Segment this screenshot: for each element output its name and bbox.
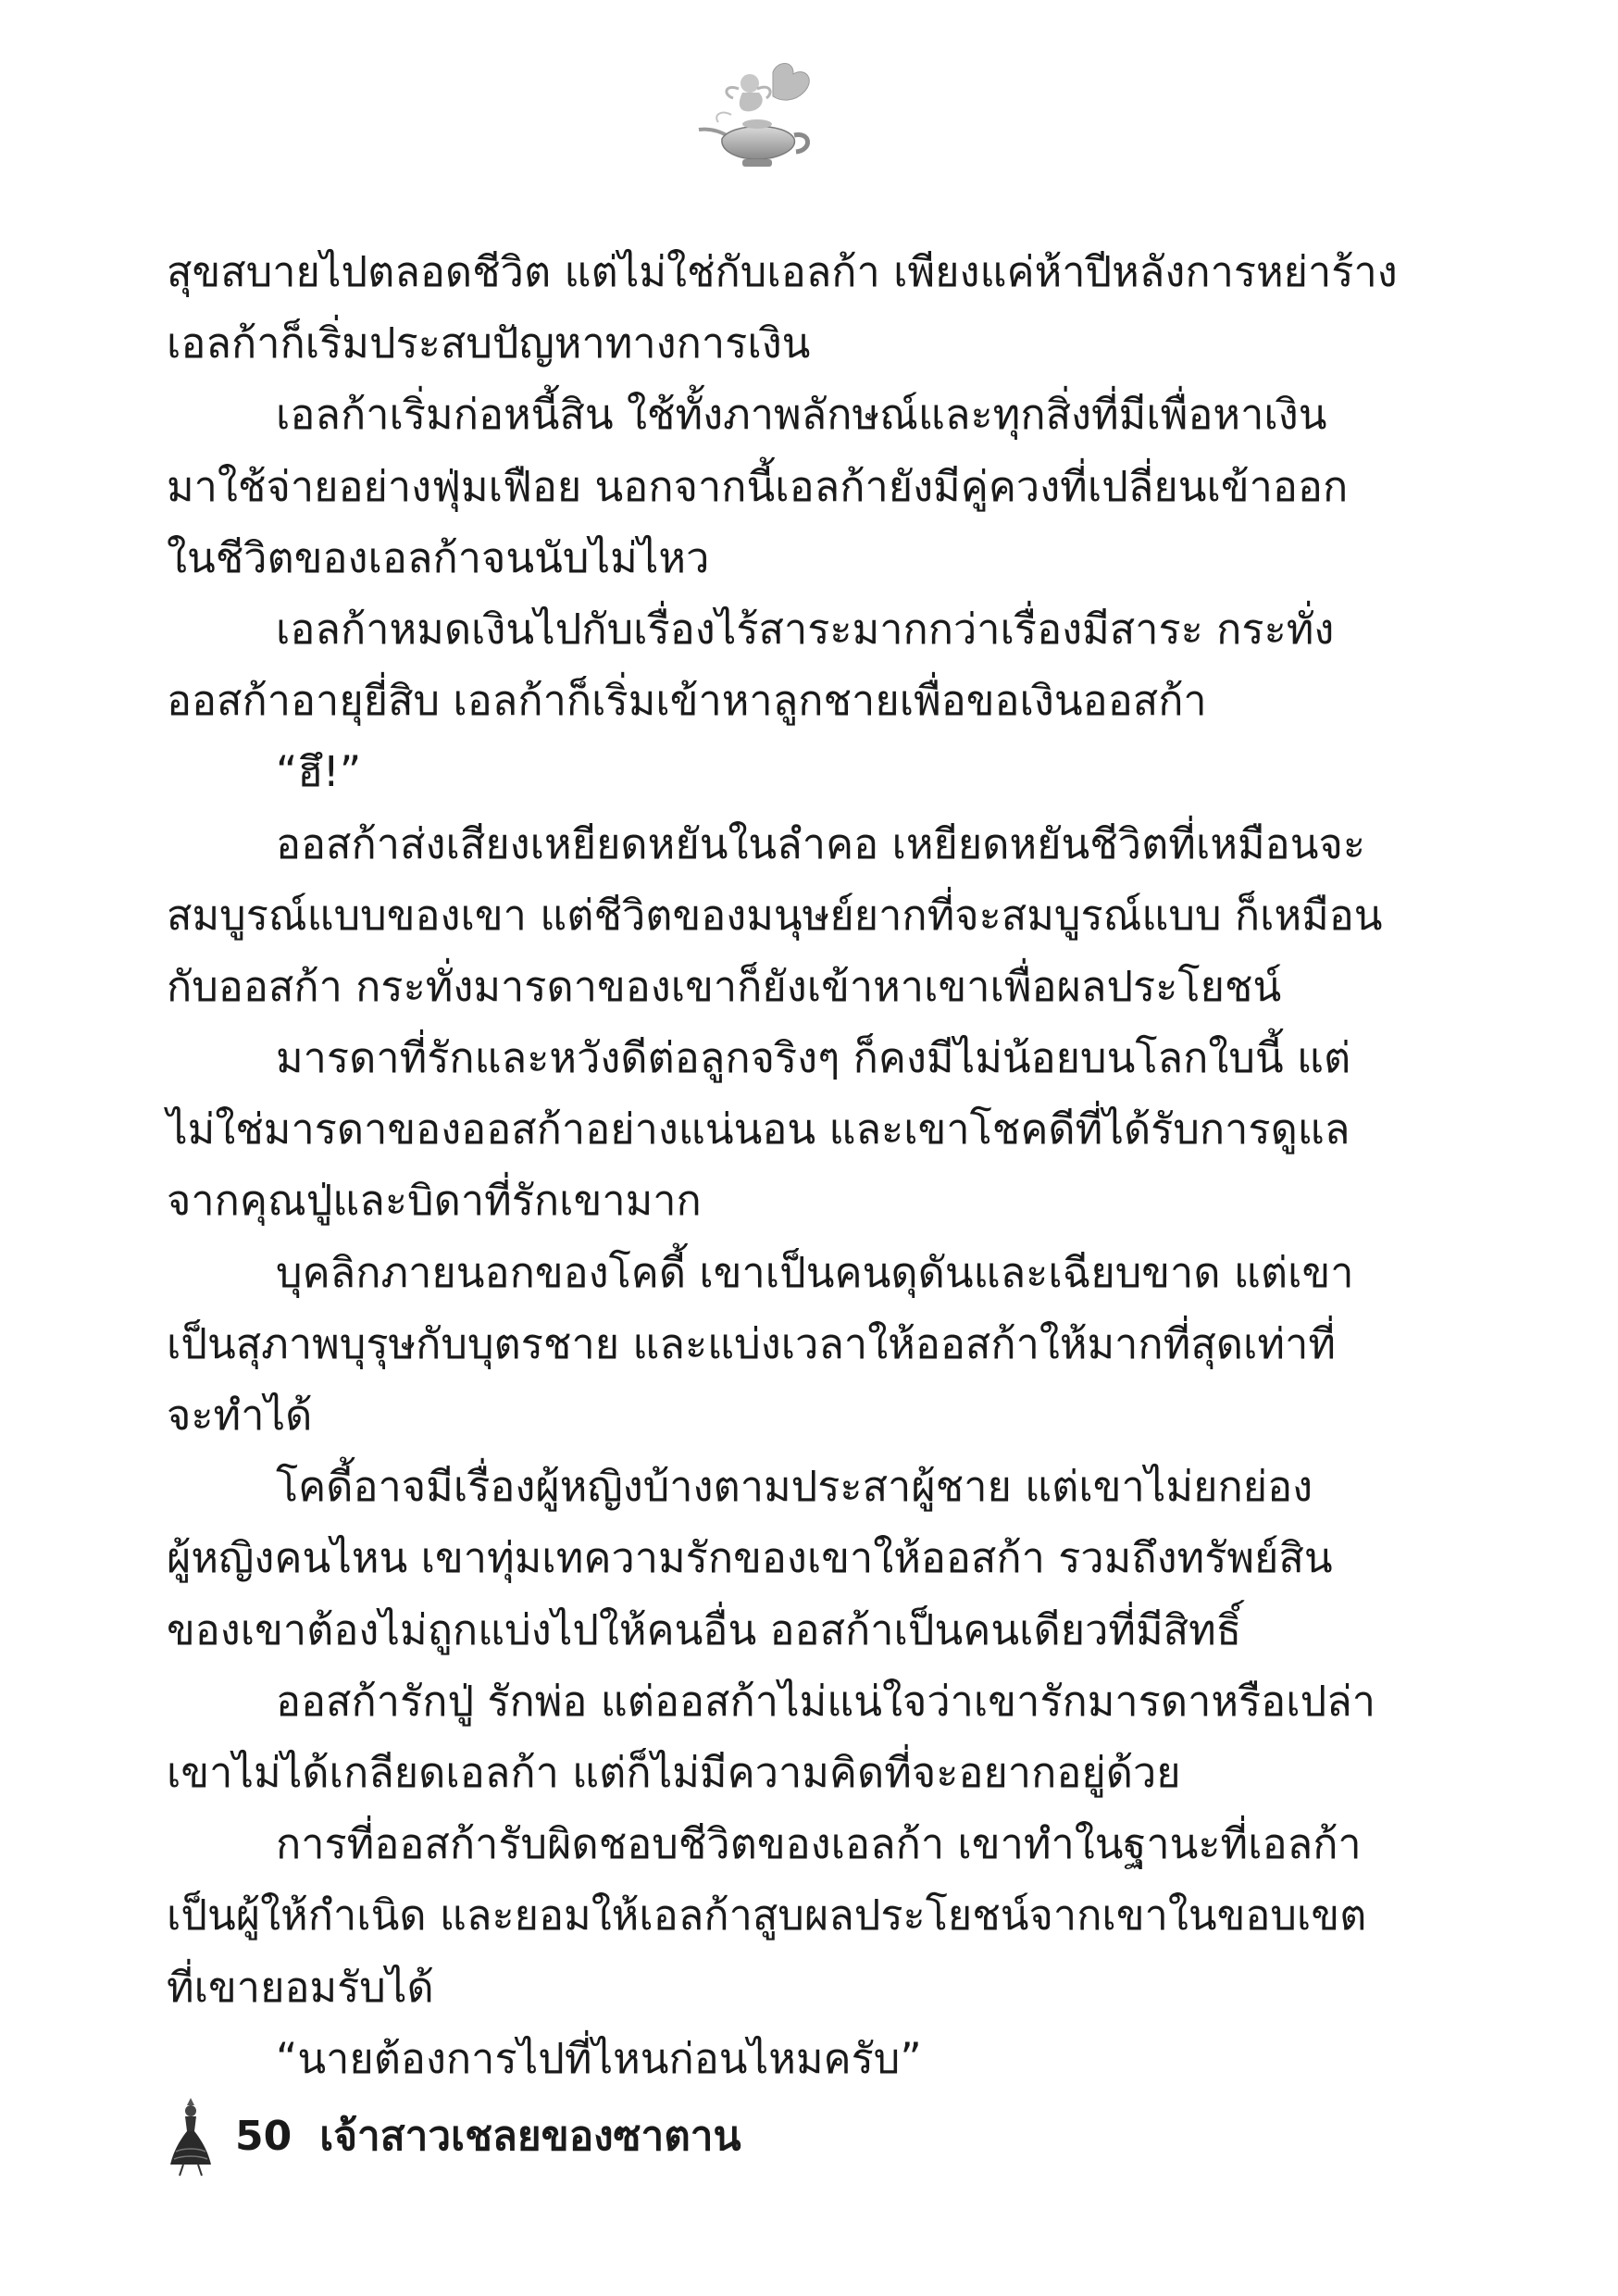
text-line: ของเขาต้องไม่ถูกแบ่งไปให้คนอื่น ออสก้าเป็นคนเดียวที่มีสิทธิ์	[167, 1604, 1242, 1654]
text-line: ที่เขายอมรับได้	[167, 1962, 434, 2012]
page-footer	[167, 2094, 741, 2177]
text-line: ไม่ใช่มารดาของออสก้าอย่างแน่นอน และเขาโชคดีที่ได้รับการดูแล	[167, 1104, 1350, 1154]
text-line: เขาไม่ได้เกลียดเอลก้า แต่ก็ไม่มีความคิดที่จะอยากอยู่ด้วย	[167, 1747, 1181, 1797]
text-line: ผู้หญิงคนไหน เขาทุ่มเทความรักของเขาให้ออสก้า รวมถึงทรัพย์สิน	[167, 1533, 1333, 1583]
text-line: มาใช้จ่ายอย่างฟุ่มเฟือย นอกจากนี้เอลก้ายังมีคู่ควงที่เปลี่ยนเข้าออก	[167, 461, 1349, 511]
magic-lamp-ornament-icon	[685, 56, 824, 176]
text-line: ออสก้ารักปู่ รักพ่อ แต่ออสก้าไม่แน่ใจว่าเขารักมารดาหรือเปล่า	[276, 1676, 1375, 1726]
text-line: ในชีวิตของเอลก้าจนนับไม่ไหว	[167, 532, 710, 582]
text-line: โคดี้อาจมีเรื่องผู้หญิงบ้างตามประสาผู้ชาย แต่เขาไม่ยกย่อง	[276, 1462, 1313, 1512]
text-line: บุคลิกภายนอกของโคดี้ เขาเป็นคนดุดันและเฉียบขาด แต่เขา	[276, 1247, 1354, 1297]
page-number: 50	[235, 2112, 292, 2160]
text-line: กับออสก้า กระทั่งมารดาของเขาก็ยังเข้าหาเขาเพื่อผลประโยชน์	[167, 961, 1282, 1011]
book-title: เจ้าสาวเชลยของซาตาน	[319, 2113, 741, 2160]
text-line: จากคุณปู่และบิดาที่รักเขามาก	[167, 1176, 702, 1226]
text-line: “ฮึ!”	[276, 747, 362, 797]
bride-dress-icon	[167, 2094, 215, 2177]
text-line: เป็นสุภาพบุรุษกับบุตรชาย และแบ่งเวลาให้ออสก้าให้มากที่สุดเท่าที่	[167, 1318, 1337, 1368]
text-line: การที่ออสก้ารับผิดชอบชีวิตของเอลก้า เขาทำในฐานะที่เอลก้า	[276, 1819, 1362, 1869]
text-line: สุขสบายไปตลอดชีวิต แต่ไม่ใช่กับเอลก้า เพียงแค่ห้าปีหลังการหย่าร้าง	[167, 247, 1398, 296]
text-line: ออสก้าอายุยี่สิบ เอลก้าก็เริ่มเข้าหาลูกชายเพื่อขอเงินออสก้า	[167, 676, 1207, 726]
text-line: เอลก้าหมดเงินไปกับเรื่องไร้สาระมากกว่าเรื่องมีสาระ กระทั่ง	[276, 604, 1335, 654]
text-line: ออสก้าส่งเสียงเหยียดหยันในลำคอ เหยียดหยันชีวิตที่เหมือนจะ	[276, 818, 1365, 868]
text-line: เอลก้าเริ่มก่อหนี้สิน ใช้ทั้งภาพลักษณ์และทุกสิ่งที่มีเพื่อหาเงิน	[276, 390, 1327, 440]
text-line: เอลก้าก็เริ่มประสบปัญหาทางการเงิน	[167, 318, 811, 368]
body-text	[167, 236, 1398, 2094]
text-line: มารดาที่รักและหวังดีต่อลูกจริงๆ ก็คงมีไม่น้อยบนโลกใบนี้ แต่	[276, 1033, 1351, 1083]
text-line: สมบูรณ์แบบของเขา แต่ชีวิตของมนุษย์ยากที่จะสมบูรณ์แบบ ก็เหมือน	[167, 890, 1383, 940]
text-line: “นายต้องการไปที่ไหนก่อนไหมครับ”	[276, 2033, 922, 2083]
text-line: เป็นผู้ให้กำเนิด และยอมให้เอลก้าสูบผลประโยชน์จากเขาในขอบเขต	[167, 1890, 1367, 1940]
text-line: จะทำได้	[167, 1391, 313, 1440]
